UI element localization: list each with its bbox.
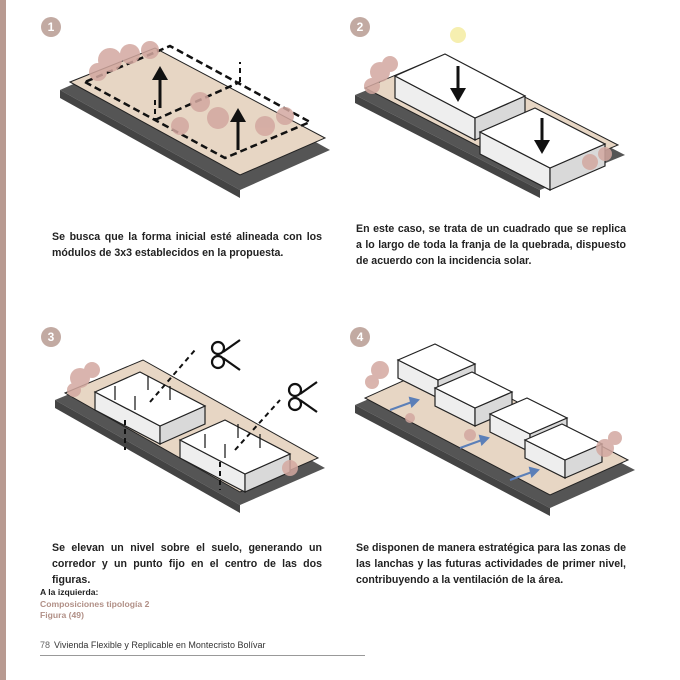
page-footer [40,640,265,650]
figure-note-title: Composiciones tipología 2 [40,599,150,609]
page-number: 78 [40,640,51,650]
step-3-badge: 3 [41,327,61,347]
figure-note-heading: A la izquierda: [40,587,99,597]
step-2-diagram [350,20,650,220]
footer-divider [40,655,365,656]
step-4-badge: 4 [350,327,370,347]
sun-icon [450,27,466,43]
step-3-caption: Se elevan un nivel sobre el suelo, generando un corredor y un punto fijo en el centro de las dos figuras. [52,542,322,586]
scissors-icon [212,340,240,370]
step-4-caption: Se disponen de manera estratégica para las zonas de las lanchas y las futuras actividades de primer nivel, contribuyendo a la ventilación de la área. [356,542,626,586]
scissors-icon [289,382,317,412]
step-2-badge: 2 [350,17,370,37]
step-1-diagram [40,20,340,220]
document-title: Vivienda Flexible y Replicable en Montecristo Bolívar [54,640,266,650]
step-1-badge: 1 [41,17,61,37]
figure-note-number: Figura (49) [40,610,84,620]
step-4-diagram [350,330,650,530]
step-2-caption: En este caso, se trata de un cuadrado que se replica a lo largo de toda la franja de la quebrada, dispuesto de acuerdo con la incidencia solar. [356,223,626,267]
step-3-diagram [40,330,340,530]
step-1-caption: Se busca que la forma inicial esté alineada con los módulos de 3x3 establecidos en la propuesta. [52,231,322,259]
page-edge-strip [0,0,6,680]
